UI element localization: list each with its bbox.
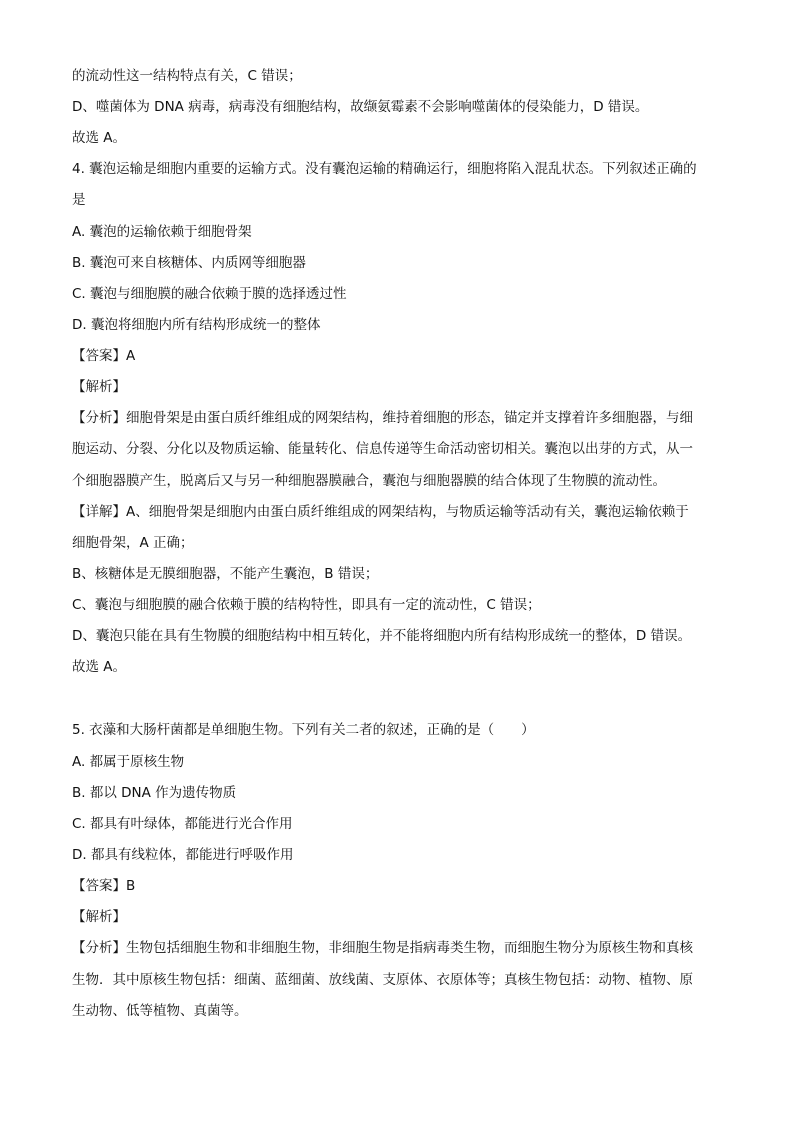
text-line: 的流动性这一结构特点有关，C 错误；	[72, 68, 302, 84]
answer-label: 【答案】A	[72, 348, 136, 364]
text-line: D、噬菌体为 DNA 病毒，病毒没有细胞结构，故缬氨霉素不会影响噬菌体的侵染能力，D 错误。	[72, 99, 649, 115]
text-line: 细胞骨架，A 正确；	[72, 535, 194, 551]
text-line: 【分析】细胞骨架是由蛋白质纤维组成的网架结构，维持着细胞的形态，锚定并支撑着许多细胞器，与细	[72, 410, 693, 426]
answer-label: 【答案】B	[72, 878, 136, 894]
question-4-stem: 4. 囊泡运输是细胞内重要的运输方式。没有囊泡运输的精确运行，细胞将陷入混乱状态。下列叙述正确的	[72, 161, 697, 177]
text-line: C、囊泡与细胞膜的融合依赖于膜的结构特性，即具有一定的流动性，C 错误；	[72, 597, 541, 613]
text-line: 【详解】A、细胞骨架是细胞内由蛋白质纤维组成的网架结构，与物质运输等活动有关，囊泡运输依赖于	[72, 504, 689, 520]
text-line: D、囊泡只能在具有生物膜的细胞结构中相互转化，并不能将细胞内所有结构形成统一的整体，D 错误。	[72, 628, 692, 644]
option-b: B. 都以 DNA 作为遗传物质	[72, 785, 237, 801]
option-c: C. 都具有叶绿体，都能进行光合作用	[72, 816, 293, 832]
question-4-stem-cont: 是	[72, 192, 86, 208]
text-line: 个细胞器膜产生，脱离后又与另一种细胞器膜融合，囊泡与细胞器膜的结合体现了生物膜的流动性。	[72, 473, 666, 489]
analysis-label: 【解析】	[72, 909, 126, 925]
option-d: D. 囊泡将细胞内所有结构形成统一的整体	[72, 317, 321, 333]
text-line: 故选 A。	[72, 130, 127, 146]
option-a: A. 都属于原核生物	[72, 754, 185, 770]
text-line: 胞运动、分裂、分化以及物质运输、能量转化、信息传递等生命活动密切相关。囊泡以出芽的方式，从一	[72, 441, 693, 457]
question-5-stem: 5. 衣藻和大肠杆菌都是单细胞生物。下列有关二者的叙述，正确的是（ ）	[72, 722, 535, 738]
option-c: C. 囊泡与细胞膜的融合依赖于膜的选择透过性	[72, 286, 347, 302]
text-line: 生动物、低等植物、真菌等。	[72, 1003, 248, 1019]
option-a: A. 囊泡的运输依赖于细胞骨架	[72, 224, 252, 240]
text-line: B、核糖体是无膜细胞器，不能产生囊泡，B 错误；	[72, 566, 379, 582]
option-d: D. 都具有线粒体，都能进行呼吸作用	[72, 847, 294, 863]
analysis-label: 【解析】	[72, 379, 126, 395]
option-b: B. 囊泡可来自核糖体、内质网等细胞器	[72, 255, 306, 271]
text-line: 故选 A。	[72, 659, 127, 675]
text-line: 生物．其中原核生物包括：细菌、蓝细菌、放线菌、支原体、衣原体等；真核生物包括：动物、植物、原	[72, 972, 693, 988]
text-line: 【分析】生物包括细胞生物和非细胞生物，非细胞生物是指病毒类生物，而细胞生物分为原核生物和真核	[72, 940, 693, 956]
